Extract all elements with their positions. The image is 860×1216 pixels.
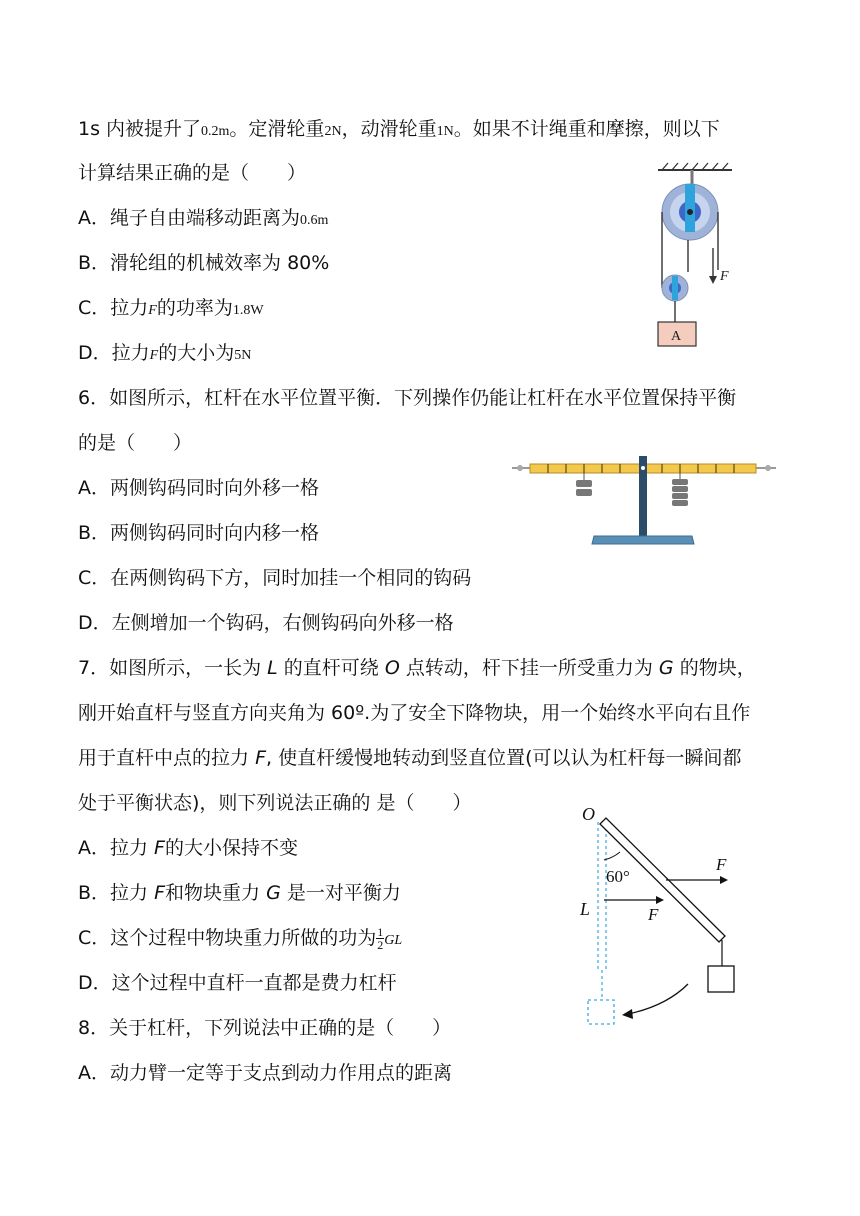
rod-figure xyxy=(570,800,750,1030)
q5-stem-line1: 1s 内被提升了0.2m。定滑轮重2N，动滑轮重1N。如果不计绳重和摩擦，则以下 xyxy=(78,118,720,140)
q6-stem-line2: 的是（ ） xyxy=(78,432,193,454)
pivot-o-label: O xyxy=(582,804,595,824)
fraction-one-half: $\frac{1}{2}$ xyxy=(377,925,384,952)
length-l-label: L xyxy=(580,899,591,919)
q7-option-a: A．拉力 F的大小保持不变 xyxy=(78,837,298,859)
block-a-label: A xyxy=(671,329,682,344)
q5-option-c: C．拉力F的功率为1.8W xyxy=(78,297,264,319)
q7-stem-line2: 刚开始直杆与竖直方向夹角为 60º.为了安全下降物块，用一个始终水平向右且作 xyxy=(78,702,751,724)
q7-option-d: D．这个过程中直杆一直都是费力杠杆 xyxy=(78,972,397,994)
q6-option-b: B．两侧钩码同时向内移一格 xyxy=(78,522,320,544)
force-f-label-rod: F xyxy=(716,855,727,874)
q7-stem-line1: 7．如图所示，一长为 L 的直杆可绕 O 点转动，杆下挂一所受重力为 G 的物块， xyxy=(78,657,756,679)
q5-option-b: B．滑轮组的机械效率为 80% xyxy=(78,252,330,274)
q7-stem-line4: 处于平衡状态)，则下列说法正确的 是（ ） xyxy=(78,792,472,814)
q8-option-a: A．动力臂一定等于支点到动力作用点的距离 xyxy=(78,1062,452,1084)
q7-stem-line3: 用于直杆中点的拉力 F, 使直杆缓慢地转动到竖直位置(可以认为杠杆每一瞬间都 xyxy=(78,747,742,769)
force-f-label-vertical: F xyxy=(648,905,659,924)
lever-figure xyxy=(508,452,780,552)
q7-option-c: C．这个过程中物块重力所做的功为 $\frac{1}{2}$ GL xyxy=(78,925,403,952)
q6-stem-line1: 6．如图所示，杠杆在水平位置平衡．下列操作仍能让杠杆在水平位置保持平衡 xyxy=(78,387,737,409)
q5-option-d: D．拉力F的大小为5N xyxy=(78,342,252,364)
q5-option-a: A．绳子自由端移动距离为0.6m xyxy=(78,207,329,229)
pulley-figure xyxy=(640,160,750,355)
q6-option-d: D．左侧增加一个钩码，右侧钩码向外移一格 xyxy=(78,612,454,634)
q7-option-b: B．拉力 F和物块重力 G 是一对平衡力 xyxy=(78,882,401,904)
angle-label: 60° xyxy=(606,867,630,886)
q6-option-c: C．在两侧钩码下方，同时加挂一个相同的钩码 xyxy=(78,567,472,589)
pulley-force-label: F xyxy=(720,269,729,284)
q6-option-a: A．两侧钩码同时向外移一格 xyxy=(78,477,319,499)
q8-stem: 8．关于杠杆，下列说法中正确的是（ ） xyxy=(78,1017,452,1039)
q5-stem-line2: 计算结果正确的是（ ） xyxy=(78,162,307,184)
